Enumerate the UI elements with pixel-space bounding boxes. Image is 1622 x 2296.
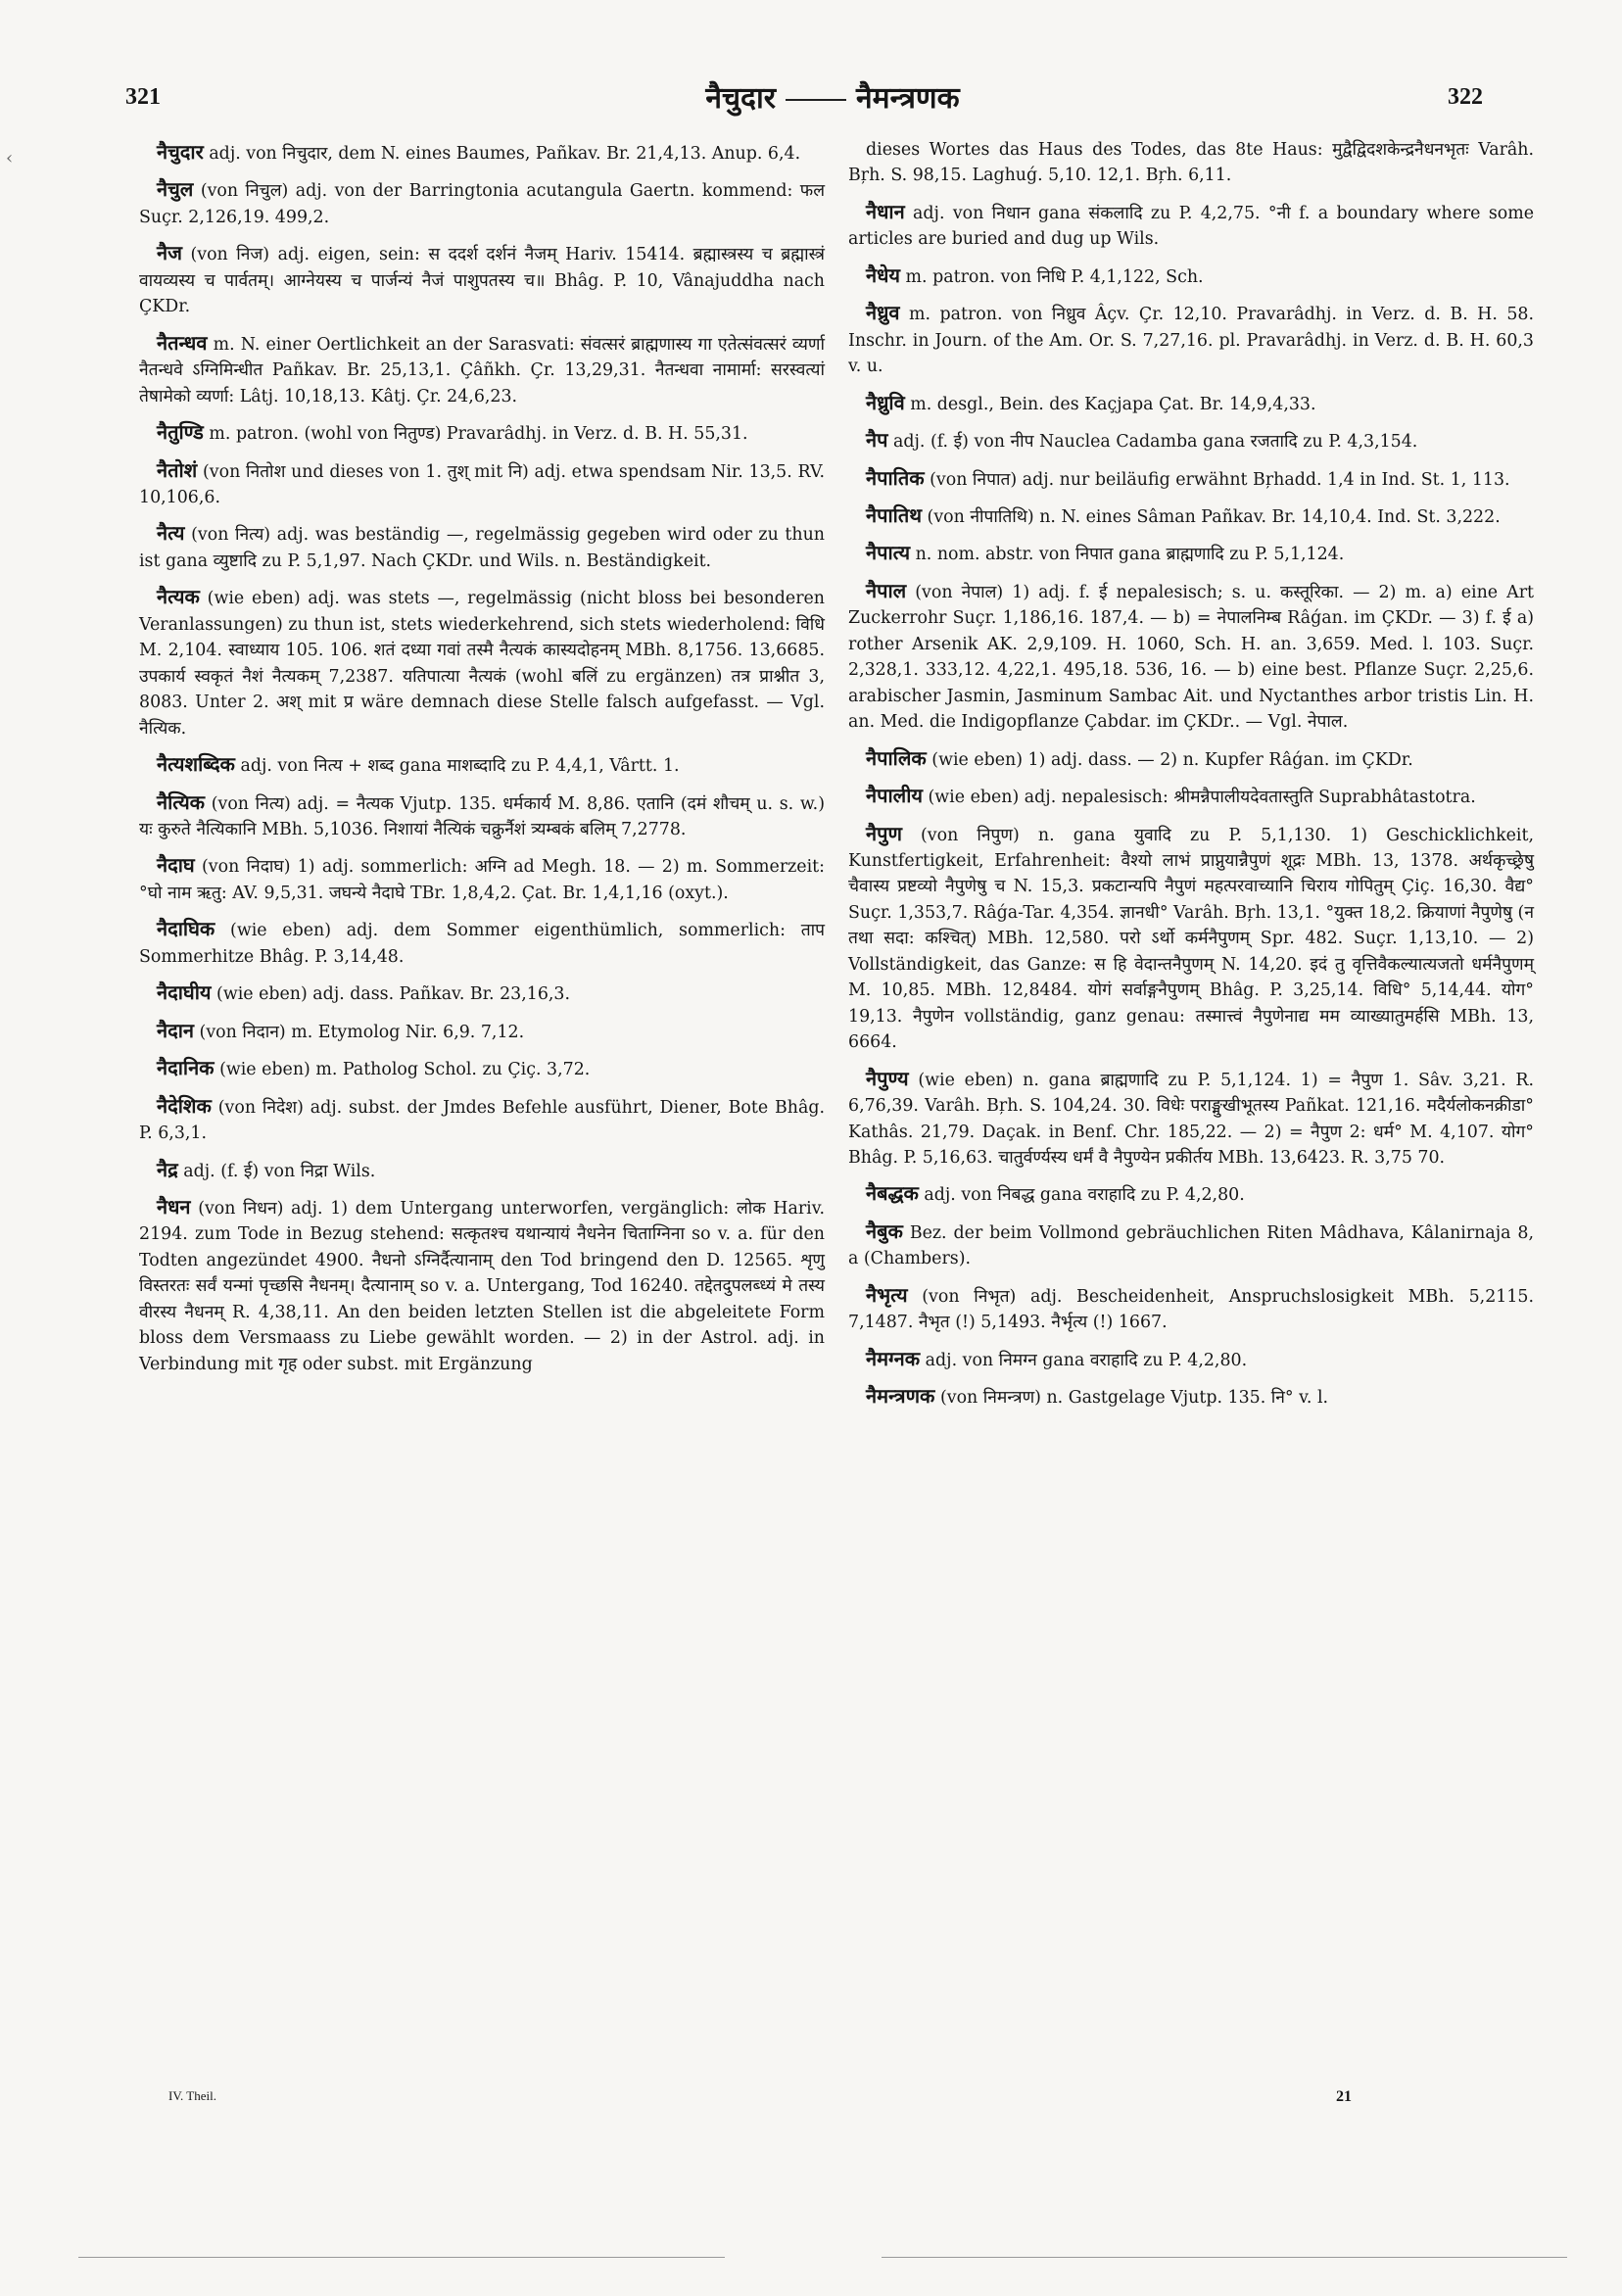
- entry-text: adj. (f. ई) von निद्रा Wils.: [183, 1161, 376, 1181]
- entry-text: dieses Wortes das Haus des Todes, das 8te Haus: मुद्वैद्विदशकेन्द्रनैधनभृतः Varâh. Bŗh. S. 98,15. Laghuǵ. 5,10. 12,1. Bŗh. 6,11.: [848, 140, 1534, 186]
- dictionary-entry: [848, 743, 1534, 773]
- entry-text: (wie eben) adj. nepalesisch: श्रीमन्नैपालीयदेवतास्तुति Suprabhâtastotra.: [928, 788, 1476, 808]
- entry-text: m. N. einer Oertlichkeit an der Sarasvati: संवत्सरं ब्राह्मणास्य गा एतेत्संवत्सरं व्यर्णा नैतन्धवे ऽग्निमिन्धीत Pañkav. Br. 25,13,1. Çâñkh. Çr. 13,29,31. नैतन्धवा नामार्मा: सरस्वत्यां तेषामेको व्यर्णा: Lâtj. 10,18,13. Kâtj. Çr. 24,6,23.: [139, 334, 825, 407]
- dictionary-entry: [848, 197, 1534, 253]
- signature-mark: 21: [1336, 2088, 1352, 2105]
- entry-text: adj. (f. ई) von नीप Nauclea Cadamba gana रजतादि zu P. 4,3,154.: [893, 432, 1418, 453]
- headword: नैत्यक: [157, 585, 200, 609]
- dictionary-entry: [139, 749, 825, 779]
- dictionary-entry: [848, 1344, 1534, 1373]
- dictionary-entry: [848, 538, 1534, 567]
- dictionary-entry: [848, 298, 1534, 379]
- headword: नैमग्नक: [866, 1346, 921, 1370]
- headword: नैत्यिक: [157, 789, 206, 814]
- entry-text: (von निदाघ) 1) adj. sommerlich: अग्नि ad Megh. 18. — 2) m. Sommerzeit: °घो नाम ऋतु: AV. 9,5,31. जघन्ये नैदाघे TBr. 1,8,4,2. Çat. Br. 1,4,1,16 (oxyt.).: [139, 857, 825, 903]
- dictionary-entry: [848, 261, 1534, 290]
- headword: नैभृत्य: [866, 1282, 908, 1307]
- entry-text: (wie eben) adj. dass. Pañkav. Br. 23,16,3.: [216, 984, 571, 1005]
- headword: नैचुदार: [157, 140, 204, 164]
- entry-text: n. nom. abstr. von निपात gana ब्राह्मणादि zu P. 5,1,124.: [915, 545, 1345, 565]
- headword: नैदाघीय: [157, 981, 212, 1005]
- entry-text: (von निभृत) adj. Bescheidenheit, Anspruchslosigkeit MBh. 5,2115. 7,1487. नैभृत (!) 5,1493. नैर्भृत्य (!) 1667.: [848, 1286, 1534, 1333]
- headword: नैधान: [866, 199, 905, 223]
- entry-text: (von निमन्त्रण) n. Gastgelage Vjutp. 135. नि° v. l.: [939, 1388, 1329, 1409]
- entry-text: adj. von निमग्न gana वराहादि zu P. 4,2,80.: [925, 1350, 1248, 1370]
- dictionary-entry: [139, 137, 825, 167]
- dictionary-entry: [848, 388, 1534, 417]
- headword: नैतुण्डि: [157, 420, 204, 445]
- headword: नैद्र: [157, 1157, 178, 1181]
- dictionary-entry: [139, 914, 825, 970]
- entry-text: (wie eben) n. gana ब्राह्मणादि zu P. 5,1,124. 1) = नैपुण 1. Sâv. 3,21. R. 6,76,39. Varâh. Bŗh. S. 104,24. 30. विधेः पराङ्मुखीभूतस्य Pañkat. 121,16. मदैर्यलोकनक्रीडा° Kathâs. 21,79. Daçak. in Benf. Chr. 185,22. — 2) = नैपुण 2: धर्म° M. 4,107. योग° Bhâg. P. 5,16,63. चातुर्वर्ण्यस्य धर्मं वै नैपुण्येन प्रकीर्तय MBh. 13,6423. R. 3,75 70.: [848, 1070, 1534, 1168]
- dictionary-entry: [139, 582, 825, 741]
- entry-text: (von निपात) adj. nur beiläufig erwähnt Bŗhadd. 1,4 in Ind. St. 1, 113.: [930, 469, 1510, 490]
- entry-text: Bez. der beim Vollmond gebräuchlichen Riten Mâdhava, Kâlanirnaja 8, a (Chambers).: [848, 1222, 1534, 1269]
- left-column: [139, 137, 825, 1385]
- headword: नैबुक: [866, 1219, 903, 1243]
- dictionary-entry: [848, 1280, 1534, 1336]
- running-head-start: नैचुदार: [705, 81, 777, 116]
- volume-note: IV. Theil.: [168, 2088, 216, 2103]
- headword: नैधन: [157, 1194, 191, 1219]
- entry-text: (von निचुल) adj. von der Barringtonia acutangula Gaertn. kommend: फल Suçr. 2,126,19. 499,2.: [139, 181, 825, 227]
- entry-text: (wie eben) 1) adj. dass. — 2) n. Kupfer Râǵan. im ÇKDr.: [931, 749, 1413, 770]
- headword: नैत्य: [157, 521, 185, 546]
- entry-text: (von नितोश und dieses von 1. तुश् mit नि) adj. etwa spendsam Nir. 13,5. RV. 10,106,6.: [139, 461, 826, 507]
- headword: नैप: [866, 428, 888, 453]
- entry-text: m. patron. von निधि P. 4,1,122, Sch.: [905, 266, 1204, 287]
- entry-text: (von निज) adj. eigen, sein: स ददर्श दर्शनं नैजम् Hariv. 15414. ब्रह्मास्त्रस्य च ब्रह्मास्त्रं वायव्यस्य च पार्वतम्। आग्नेयस्य च पार्जन्यं नैजं पाशुपतस्य च॥ Bhâg. P. 10, Vânajuddha nach ÇKDr.: [139, 245, 826, 317]
- entry-text: (von निदेश) adj. subst. der Jmdes Befehle ausführt, Diener, Bote Bhâg. P. 6,3,1.: [139, 1097, 825, 1144]
- headword: नैपुण्य: [866, 1066, 909, 1090]
- headword: नैपुण: [866, 821, 902, 845]
- dictionary-entry: [139, 238, 825, 319]
- headword: नैत्यशब्दिक: [157, 752, 235, 777]
- entry-text: (von निधन) adj. 1) dem Untergang unterworfen, vergänglich: लोक Hariv. 2194. zum Tode in Bezug stehend: सत्कृतश्च यथान्यायं नैधनेन चिताग्निना so v. a. für den Todten angezündet 4900. नैधनो ऽग्निर्दैत्यानाम् den Tod bringend den D. 12565. शृणु विस्तरतः सर्वं यन्मां पृच्छसि नैधनम्। दैत्यानाम् so v. a. Untergang, Tod 16240. तद्देतदुपलब्ध्यं मे तस्य वीरस्य नैधनम् R. 4,38,11. An den beiden letzten Stellen ist die abgeleitete Form bloss dem Versmaass zu Liebe gewählt worden. — 2) in der Astrol. adj. in Verbindung mit गृह oder subst. mit Ergänzung: [139, 1198, 825, 1374]
- entry-text: (von निपुण) n. gana युवादि zu P. 5,1,130. 1) Geschicklichkeit, Kunstfertigkeit, Erfahrenheit: वैश्यो लाभं प्राप्नुयान्नैपुणं शूद्रः MBh. 13, 1378. अर्थकृच्छ्रेषु चैवास्य प्रष्टव्यो नैपुणेषु च N. 15,3. प्रकटान्यपि नैपुणं महत्परवाच्यानि चिराय गोपितुम् Çiç. 16,30. वैद्य° Suçr. 1,353,7. Râǵa-Tar. 4,354. ज्ञानधी° Varâh. Bŗh. 13,1. °युक्त 18,2. क्रियाणां नैपुणेषु (न तथा सदा: कश्चित्) MBh. 12,580. परो ऽर्थो कर्मनैपुणम् Spr. 482. Suçr. 1,13,10. — 2) Vollständigkeit, das Ganze: स हि वेदान्तनैपुणम् N. 14,20. इदं तु वृत्तिवैकल्यात्यजतो धर्मनैपुणम् M. 10,85. MBh. 12,8484. योगं सर्वाङ्गनैपुणम् Bhâg. P. 3,25,14. विधि° 5,14,44. योग° 19,13. नैपुणेन vollständig, ganz genau: तस्मात्त्वं नैपुणेनाद्य मम व्याख्यातुमर्हसि MBh. 13, 6664.: [848, 825, 1534, 1053]
- dictionary-entry: [848, 425, 1534, 454]
- dictionary-entry: [848, 501, 1534, 530]
- headword: नैदाघ: [157, 853, 195, 878]
- dictionary-entry: [139, 1016, 825, 1045]
- dictionary-entry: [139, 417, 825, 447]
- dictionary-entry: [848, 576, 1534, 736]
- entry-text: adj. von निबद्ध gana वराहादि zu P. 4,2,80.: [924, 1185, 1245, 1206]
- headword: नैतन्धव: [157, 330, 208, 355]
- bottom-rule-left: [78, 2257, 725, 2258]
- dictionary-entry: [139, 1192, 825, 1377]
- entry-text: (von नित्य) adj. = नैत्यक Vjutp. 135. धर्मकार्य M. 8,86. एतानि (दमं शौचम् u. s. w.) यः कुरुते नैत्यिकानि MBh. 5,1036. निशायां नैत्यिकं चक्रुर्नैशं त्र्यम्बकं बलिम् 7,2778.: [139, 793, 825, 839]
- headword: नैपाल: [866, 578, 907, 602]
- headword: नैपालीय: [866, 784, 923, 808]
- page-number-right: 322: [1448, 84, 1483, 110]
- headword: नैदाघिक: [157, 917, 215, 941]
- dictionary-entry: [139, 850, 825, 906]
- entry-text: (von नीपातिथि) n. N. eines Sâman Pañkav. Br. 14,10,4. Ind. St. 3,222.: [927, 506, 1501, 527]
- headword: नैध्रुवि: [866, 390, 905, 414]
- dictionary-entry: [139, 978, 825, 1007]
- dictionary-entry: [848, 819, 1534, 1056]
- entry-text: (wie eben) adj. dem Sommer eigenthümlich, sommerlich: ताप Sommerhitze Bhâg. P. 3,14,48.: [139, 921, 826, 967]
- entry-text: m. desgl., Bein. des Kaçjapa Çat. Br. 14,9,4,33.: [910, 394, 1316, 414]
- entry-text: (von नेपाल) 1) adj. f. ई nepalesisch; s. u. कस्तूरिका. — 2) m. a) eine Art Zuckerrohr Suçr. 1,186,16. 187,4. — b) = नेपालनिम्ब Râǵan. im ÇKDr. — 3) f. ई a) rother Arsenik AK. 2,9,109. H. 1060, Sch. H. an. 3,659. Med. l. 103. Suçr. 2,328,1. 333,12. 4,22,1. 495,18. 536, 16. — b) eine best. Pflanze Suçr. 2,25,6. arabischer Jasmin, Jasminum Sambac Ait. und Nyctanthes arbor tristis Lin. H. an. Med. die Indigopflanze Çabdar. im ÇKDr.. — Vgl. नेपाल.: [848, 582, 1535, 733]
- entry-text: (wie eben) m. Patholog Schol. zu Çiç. 3,72.: [219, 1060, 591, 1080]
- dictionary-entry: [139, 455, 825, 511]
- dictionary-entry: [848, 1217, 1534, 1272]
- dictionary-entry: [139, 174, 825, 230]
- dictionary-entry: [139, 518, 825, 574]
- margin-mark: ‹: [6, 148, 14, 168]
- entry-text: adj. von निचुदार, dem N. eines Baumes, Pañkav. Br. 21,4,13. Anup. 6,4.: [209, 144, 801, 164]
- dictionary-entry: [848, 1178, 1534, 1208]
- headword: नैदेशिक: [157, 1093, 212, 1118]
- entry-text: (von निदान) m. Etymolog Nir. 6,9. 7,12.: [199, 1022, 525, 1042]
- headword: नैधेय: [866, 263, 900, 287]
- headword: नैपात्य: [866, 541, 911, 565]
- dictionary-entry: [139, 1155, 825, 1184]
- dictionary-entry: [848, 463, 1534, 493]
- entry-text: m. patron. von निध्रुव Âçv. Çr. 12,10. Pravarâdhj. in Verz. d. B. H. 58. Inschr. in Journ. of the Am. Or. S. 7,27,16. pl. Pravarâdhj. in Verz. d. B. H. 60,3 v. u.: [848, 305, 1534, 377]
- headword: नैपातिक: [866, 465, 925, 490]
- entry-text: adj. von नित्य + शब्द gana माशब्दादि zu P. 4,4,1, Vârtt. 1.: [240, 756, 680, 777]
- headword: नैदानिक: [157, 1056, 215, 1080]
- dictionary-entry: [139, 328, 825, 409]
- entry-text: (von नित्य) adj. was beständig —, regelmässig gegeben wird oder zu thun ist gana व्युष्टादि zu P. 5,1,97. Nach ÇKDr. und Wils. n. Beständigkeit.: [139, 525, 825, 571]
- dictionary-entry: [848, 1381, 1534, 1411]
- headword: नैमन्त्रणक: [866, 1384, 935, 1409]
- dictionary-entry: [848, 137, 1534, 189]
- dictionary-entry: [139, 788, 825, 843]
- headword: नैबद्धक: [866, 1181, 919, 1206]
- dictionary-entry: [139, 1091, 825, 1147]
- running-head-end: नैमन्त्रणक: [856, 81, 960, 116]
- dictionary-entry: [848, 1064, 1534, 1172]
- headword: नैचुल: [157, 177, 194, 202]
- headword: नैज: [157, 241, 182, 265]
- running-head: [686, 76, 979, 117]
- dictionary-entry: [139, 1053, 825, 1082]
- right-column: [848, 137, 1534, 1419]
- headword: नैध्रुव: [866, 301, 900, 325]
- headword: नैपातिथ: [866, 502, 922, 527]
- running-head-dash: [786, 99, 846, 101]
- entry-text: m. patron. (wohl von नितुण्ड) Pravarâdhj. in Verz. d. B. H. 55,31.: [209, 424, 748, 445]
- dictionary-entry: [848, 781, 1534, 810]
- headword: नैतोशं: [157, 457, 198, 482]
- page-number-left: 321: [125, 84, 161, 110]
- entry-text: (wie eben) adj. was stets —, regelmässig (nicht bloss bei besonderen Veranlassungen) zu thun ist, stets wiederkehrend, sich stets wiederholend: विधि M. 2,104. स्वाध्याय 105. 106. शतं दध्या गवां तस्मै नैत्यकं कास्यदोहनम् MBh. 8,1756. 13,6685. उपकार्य स्वकृतं नैशं नैत्यकम् 7,2387. यतिपात्या नैत्यकं (wohl बलिं zu ergänzen) तत्र प्राश्नीत 3, 8083. Unter 2. अश् mit प्र wäre demnach diese Stelle falsch aufgefasst. — Vgl. नैत्यिक.: [139, 589, 825, 739]
- headword: नैपालिक: [866, 745, 927, 770]
- bottom-rule-right: [882, 2257, 1567, 2258]
- headword: नैदान: [157, 1018, 194, 1042]
- entry-text: adj. von निधान gana संकलादि zu P. 4,2,75. °नी f. a boundary where some articles are buried and dug up Wils.: [848, 203, 1535, 250]
